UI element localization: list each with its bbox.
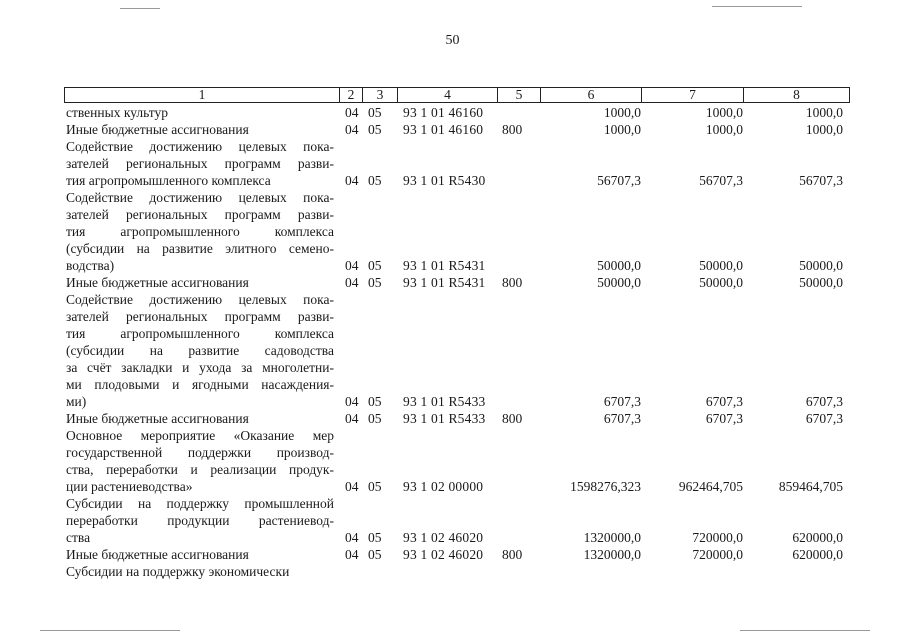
amount-year-2: 720000,0 [692, 530, 743, 545]
table-row [64, 359, 850, 376]
table-row [64, 189, 850, 206]
expense-type-code: 800 [502, 547, 523, 562]
row-name-text: зателей региональных программ разви- [66, 156, 334, 171]
row-name-text: тия агропромышленного комплекса [66, 224, 334, 239]
amount-year-2: 1000,0 [705, 105, 743, 120]
table-row [64, 291, 850, 308]
row-name-text: переработки продукции растениевод- [66, 513, 334, 528]
table-row [64, 427, 850, 444]
table-row [64, 121, 850, 138]
table-row [64, 529, 850, 546]
section-code: 04 [345, 122, 359, 137]
row-name-text: Содействие достижению целевых пока- [66, 190, 334, 205]
amount-year-2: 1000,0 [705, 122, 743, 137]
row-name-text: Иные бюджетные ассигнования [66, 122, 249, 137]
table-row [64, 223, 850, 240]
target-article-code: 93 1 01 R5431 [403, 258, 486, 273]
row-name-text: Основное мероприятие «Оказание мер [66, 428, 334, 443]
row-name-text: за счёт закладки и ухода за многолетни- [66, 360, 334, 375]
header-col-4: 4 [397, 88, 497, 102]
amount-year-3: 1000,0 [805, 105, 843, 120]
row-name-text: Содействие достижению целевых пока- [66, 292, 334, 307]
amount-year-2: 720000,0 [692, 547, 743, 562]
section-code: 04 [345, 530, 359, 545]
amount-year-3: 620000,0 [792, 547, 843, 562]
table-row [64, 325, 850, 342]
table-row [64, 274, 850, 291]
amount-year-1: 6707,3 [603, 411, 641, 426]
amount-year-2: 50000,0 [699, 258, 743, 273]
subsection-code: 05 [368, 530, 382, 545]
expense-type-code: 800 [502, 122, 523, 137]
subsection-code: 05 [368, 105, 382, 120]
expense-type-code: 800 [502, 411, 523, 426]
amount-year-2: 50000,0 [699, 275, 743, 290]
section-code: 04 [345, 394, 359, 409]
amount-year-3: 50000,0 [799, 275, 843, 290]
target-article-code: 93 1 01 R5433 [403, 411, 486, 426]
amount-year-2: 962464,705 [678, 479, 743, 494]
row-name-text: ства, переработки и реализации продук- [66, 462, 334, 477]
header-col-7: 7 [641, 88, 743, 102]
section-code: 04 [345, 105, 359, 120]
table-row [64, 342, 850, 359]
table-row [64, 240, 850, 257]
section-code: 04 [345, 479, 359, 494]
row-name-text: Иные бюджетные ассигнования [66, 411, 249, 426]
amount-year-3: 6707,3 [805, 394, 843, 409]
table-row [64, 376, 850, 393]
row-name-text: ми) [66, 394, 87, 409]
header-col-8: 8 [743, 88, 849, 102]
table-row [64, 308, 850, 325]
target-article-code: 93 1 02 00000 [403, 479, 484, 494]
section-code: 04 [345, 275, 359, 290]
target-article-code: 93 1 01 R5433 [403, 394, 486, 409]
table-row [64, 444, 850, 461]
amount-year-3: 56707,3 [799, 173, 843, 188]
page-number: 50 [445, 33, 460, 48]
row-name-text: водства) [66, 258, 115, 273]
row-name-text: ства [66, 530, 91, 545]
header-col-3: 3 [362, 88, 397, 102]
amount-year-1: 50000,0 [597, 258, 641, 273]
row-name-text: (субсидии на развитие элитного семено- [66, 241, 334, 256]
row-name-text: тия агропромышленного комплекса [66, 326, 334, 341]
row-name-text: ственных культур [66, 105, 168, 120]
table-row [64, 512, 850, 529]
target-article-code: 93 1 01 46160 [403, 122, 484, 137]
amount-year-3: 50000,0 [799, 258, 843, 273]
amount-year-2: 6707,3 [705, 394, 743, 409]
row-name-text: Иные бюджетные ассигнования [66, 547, 249, 562]
amount-year-1: 1000,0 [603, 105, 641, 120]
table-row [64, 172, 850, 189]
amount-year-1: 1000,0 [603, 122, 641, 137]
section-code: 04 [345, 173, 359, 188]
table-row [64, 155, 850, 172]
expense-type-code: 800 [502, 275, 523, 290]
scan-artifact [712, 6, 802, 7]
header-col-5: 5 [497, 88, 540, 102]
amount-year-1: 1598276,323 [570, 479, 641, 494]
row-name-text: (субсидии на развитие садоводства [66, 343, 334, 358]
table-row [64, 478, 850, 495]
target-article-code: 93 1 02 46020 [403, 547, 484, 562]
header-col-6: 6 [540, 88, 641, 102]
header-col-1: 1 [198, 87, 206, 102]
row-name-text: Субсидии на поддержку экономически [66, 564, 290, 579]
table-row [64, 546, 850, 563]
subsection-code: 05 [368, 411, 382, 426]
row-name-text: Субсидии на поддержку промышленной [66, 496, 334, 511]
subsection-code: 05 [368, 479, 382, 494]
amount-year-2: 6707,3 [705, 411, 743, 426]
target-article-code: 93 1 01 R5430 [403, 173, 486, 188]
target-article-code: 93 1 01 46160 [403, 105, 484, 120]
amount-year-1: 1320000,0 [583, 547, 641, 562]
amount-year-3: 6707,3 [805, 411, 843, 426]
row-name-text: зателей региональных программ разви- [66, 207, 334, 222]
subsection-code: 05 [368, 122, 382, 137]
row-name-text: зателей региональных программ разви- [66, 309, 334, 324]
amount-year-3: 859464,705 [778, 479, 843, 494]
amount-year-1: 6707,3 [603, 394, 641, 409]
section-code: 04 [345, 547, 359, 562]
target-article-code: 93 1 01 R5431 [403, 275, 486, 290]
table-row [64, 393, 850, 410]
subsection-code: 05 [368, 173, 382, 188]
table-row [64, 257, 850, 274]
scan-artifact [120, 8, 160, 9]
row-name-text: тия агропромышленного комплекса [66, 173, 271, 188]
subsection-code: 05 [368, 547, 382, 562]
row-name-text: государственной поддержки производ- [66, 445, 334, 460]
table-row [64, 563, 850, 580]
scan-artifact [740, 630, 870, 631]
target-article-code: 93 1 02 46020 [403, 530, 484, 545]
amount-year-1: 56707,3 [597, 173, 641, 188]
table-row [64, 495, 850, 512]
amount-year-2: 56707,3 [699, 173, 743, 188]
scan-artifact [40, 630, 180, 631]
subsection-code: 05 [368, 394, 382, 409]
table-row [64, 104, 850, 121]
section-code: 04 [345, 258, 359, 273]
table-row [64, 410, 850, 427]
table-row [64, 206, 850, 223]
table-row [64, 138, 850, 155]
amount-year-3: 620000,0 [792, 530, 843, 545]
row-name-text: ции растениеводства» [66, 479, 193, 494]
amount-year-1: 1320000,0 [583, 530, 641, 545]
row-name-text: Содействие достижению целевых пока- [66, 139, 334, 154]
subsection-code: 05 [368, 275, 382, 290]
table-row [64, 461, 850, 478]
row-name-text: ми плодовыми и ягодными насаждения- [66, 377, 334, 392]
subsection-code: 05 [368, 258, 382, 273]
amount-year-1: 50000,0 [597, 275, 641, 290]
amount-year-3: 1000,0 [805, 122, 843, 137]
row-name-text: Иные бюджетные ассигнования [66, 275, 249, 290]
section-code: 04 [345, 411, 359, 426]
table-header-row [64, 87, 850, 103]
header-col-2: 2 [339, 88, 362, 102]
